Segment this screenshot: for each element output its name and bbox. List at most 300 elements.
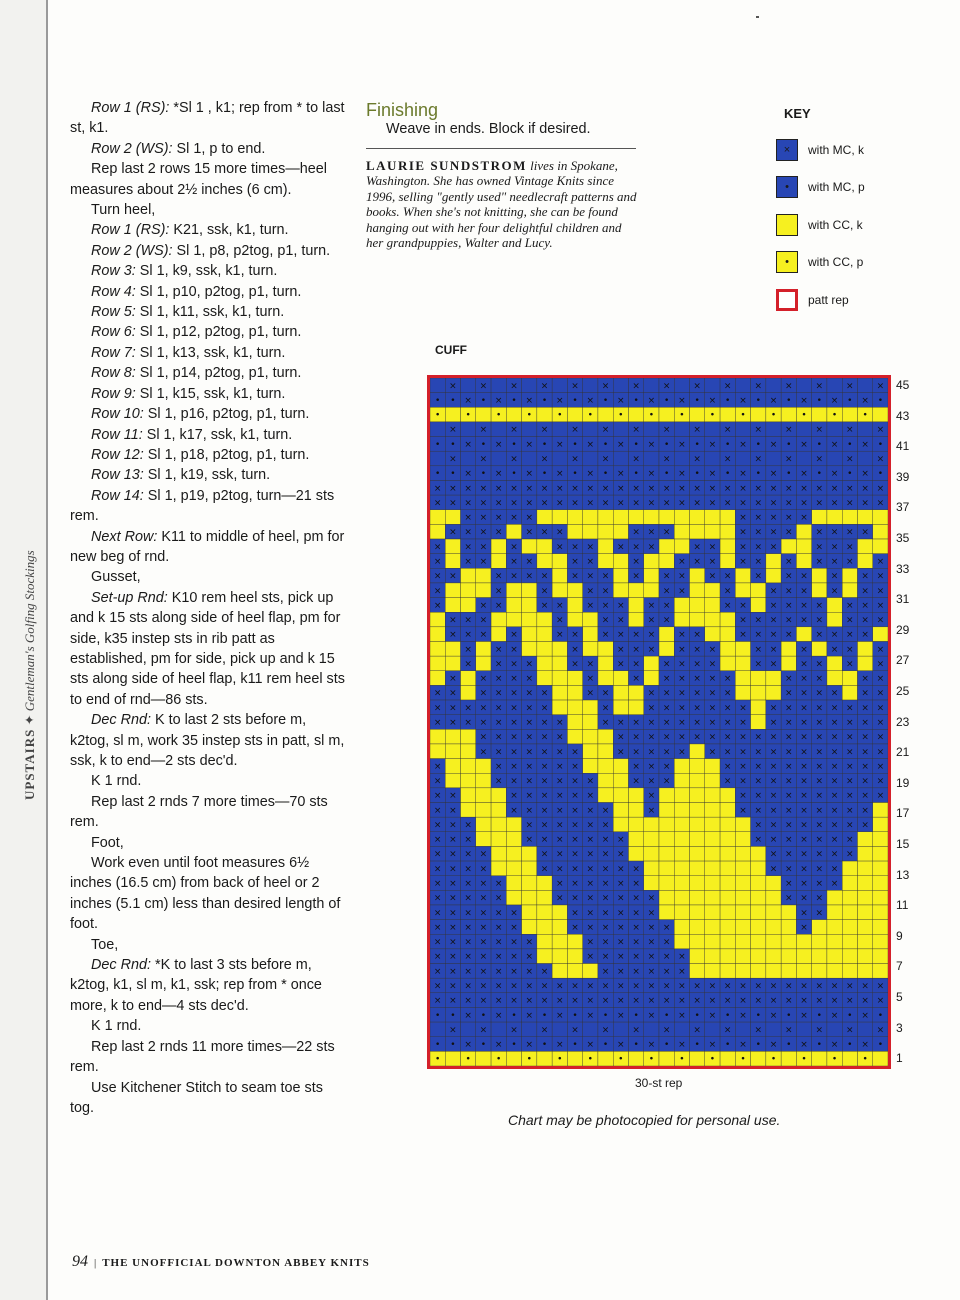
chart-symbol: × xyxy=(754,659,763,670)
chart-symbol: • xyxy=(480,1010,487,1021)
chart-cell xyxy=(583,451,598,466)
chart-cell xyxy=(628,846,643,861)
chart-symbol: × xyxy=(662,600,671,611)
chart-cell xyxy=(720,832,735,847)
chart-symbol: × xyxy=(479,1025,488,1036)
chart-symbol: × xyxy=(784,381,793,392)
chart-symbol: × xyxy=(555,498,564,509)
chart-symbol: × xyxy=(617,498,625,509)
chart-symbol: × xyxy=(555,805,564,816)
chart-symbol: × xyxy=(433,498,442,509)
chart-cell xyxy=(506,861,521,876)
chart-symbol: × xyxy=(739,439,747,450)
chart-symbol: × xyxy=(540,849,549,860)
instruction-line xyxy=(70,363,348,383)
chart-symbol: × xyxy=(433,571,442,582)
chart-cell xyxy=(751,949,766,964)
chart-symbol: × xyxy=(830,527,839,538)
chart-cell xyxy=(598,1051,613,1066)
chart-symbol: × xyxy=(632,952,640,963)
chart-symbol: × xyxy=(586,981,595,992)
chart-cell xyxy=(735,920,750,935)
chart-symbol: × xyxy=(555,849,564,860)
chart-symbol: × xyxy=(815,703,824,714)
chart-cell xyxy=(506,876,521,891)
chart-symbol: × xyxy=(449,849,457,860)
chart-symbol: × xyxy=(617,747,625,758)
chart-symbol: × xyxy=(632,879,640,890)
chart-cell xyxy=(842,510,857,525)
chart-symbol: × xyxy=(784,981,793,992)
chart-symbol: • xyxy=(663,395,670,406)
chart-cell xyxy=(522,920,537,935)
chart-symbol: × xyxy=(464,1010,472,1021)
chart-cell xyxy=(491,554,506,569)
instruction-text: K10 rem heel sts, pick up and k 15 sts along side of heel flap, pm for side, k35 instep sts in rib patt as established, pm for side, pick up and k 15 sts along side of heel flap, k11 rem heel sts to end of rnd—86 sts. xyxy=(70,589,345,708)
chart-cell xyxy=(690,612,705,627)
row-number: 29 xyxy=(896,622,910,637)
chart-symbol: × xyxy=(830,644,839,655)
chart-cell xyxy=(613,422,628,437)
chart-cell xyxy=(674,905,689,920)
chart-symbol: × xyxy=(769,732,778,743)
chart-symbol: × xyxy=(784,688,793,699)
chart-cell xyxy=(522,598,537,613)
chart-symbol: × xyxy=(830,791,839,802)
chart-cell xyxy=(659,554,674,569)
chart-cell xyxy=(552,641,567,656)
chart-symbol: × xyxy=(479,483,488,494)
chart-cell xyxy=(751,846,766,861)
chart-symbol: × xyxy=(861,469,869,480)
chart-symbol: × xyxy=(433,718,442,728)
chart-symbol: × xyxy=(540,600,549,611)
chart-symbol: × xyxy=(525,732,534,743)
chart-symbol: • xyxy=(755,439,761,450)
chart-symbol: × xyxy=(815,908,824,919)
chart-symbol: × xyxy=(632,761,640,772)
chart-symbol: × xyxy=(525,498,534,509)
chart-cell xyxy=(461,759,476,774)
chart-symbol: × xyxy=(662,688,671,699)
chart-cell xyxy=(674,861,689,876)
chart-cell xyxy=(644,671,659,686)
chart-cell xyxy=(705,964,720,979)
chart-cell xyxy=(690,773,705,788)
row-number: 1 xyxy=(896,1051,903,1066)
chart-cell xyxy=(628,685,643,700)
instruction-line xyxy=(70,833,348,853)
chart-cell xyxy=(445,554,460,569)
chart-symbol: × xyxy=(571,922,579,933)
chart-symbol: × xyxy=(784,849,793,860)
chart-cell xyxy=(613,378,628,393)
chart-symbol: × xyxy=(800,776,808,787)
chart-symbol: × xyxy=(846,747,854,758)
chart-symbol: × xyxy=(815,659,824,670)
instruction-line xyxy=(70,1037,348,1078)
chart-symbol: × xyxy=(784,483,793,494)
chart-cell xyxy=(445,641,460,656)
chart-symbol: × xyxy=(800,571,808,582)
chart-symbol: × xyxy=(815,864,824,875)
chart-cell xyxy=(873,861,888,876)
chart-cell xyxy=(827,934,842,949)
chart-cell xyxy=(674,876,689,891)
chart-symbol: × xyxy=(647,996,656,1007)
chart-symbol: × xyxy=(555,732,564,743)
chart-symbol: × xyxy=(876,718,885,728)
row-number: 7 xyxy=(896,959,903,974)
chart-symbol: • xyxy=(877,1010,884,1021)
chart-symbol: × xyxy=(449,688,457,699)
chart-symbol: × xyxy=(464,718,472,728)
chart-symbol: × xyxy=(678,469,686,480)
chart-cell xyxy=(552,583,567,598)
chart-symbol: × xyxy=(586,952,595,963)
instruction-line xyxy=(70,302,348,322)
chart-cell xyxy=(690,598,705,613)
chart-symbol: × xyxy=(846,761,854,772)
chart-symbol: × xyxy=(601,820,610,831)
chart-cell xyxy=(613,788,628,803)
chart-symbol: × xyxy=(678,644,686,655)
chart-symbol: • xyxy=(618,410,624,421)
chart-cell xyxy=(461,378,476,393)
chart-symbol: • xyxy=(847,439,853,450)
chart-symbol: × xyxy=(861,498,869,509)
chart-symbol: • xyxy=(770,410,777,421)
chart-symbol: × xyxy=(479,879,488,890)
chart-symbol: × xyxy=(662,483,671,494)
chart-symbol: × xyxy=(510,937,518,948)
chart-cell xyxy=(430,612,445,627)
chart-symbol: × xyxy=(647,937,656,948)
chart-cell xyxy=(751,598,766,613)
chart-cell xyxy=(628,1051,643,1066)
chart-symbol: × xyxy=(601,483,610,494)
chart-symbol: × xyxy=(647,732,656,743)
chart-symbol: × xyxy=(510,498,518,509)
photocopy-note: Chart may be photocopied for personal use. xyxy=(508,1112,781,1128)
chart-symbol: • xyxy=(725,1010,731,1021)
chart-symbol: • xyxy=(694,439,700,450)
chart-symbol: × xyxy=(830,483,839,494)
chart-symbol: × xyxy=(739,776,747,787)
instruction-label: Row 13: xyxy=(91,467,144,484)
chart-symbol: × xyxy=(433,996,442,1007)
instruction-text: Work even until foot measures 6½ inches (16.5 cm) from back of heel or 2 inches (5.1 cm) less than desired length of foot. xyxy=(70,855,341,933)
chart-cell xyxy=(690,846,705,861)
row-number: 13 xyxy=(896,867,910,882)
chart-symbol: × xyxy=(647,805,656,816)
chart-symbol: • xyxy=(786,1040,792,1051)
chart-symbol: × xyxy=(464,835,472,846)
row-number: 19 xyxy=(896,775,910,790)
chart-symbol: × xyxy=(571,644,579,655)
chart-symbol: × xyxy=(464,879,472,890)
chart-symbol: × xyxy=(555,761,564,772)
chart-symbol: × xyxy=(784,513,793,524)
chart-cell xyxy=(461,744,476,759)
chart-symbol: • xyxy=(679,1054,685,1065)
chart-cell xyxy=(537,656,552,671)
instruction-line xyxy=(70,465,348,485)
chart-cell xyxy=(552,905,567,920)
chart-cell xyxy=(506,407,521,422)
chart-symbol: × xyxy=(662,747,671,758)
chart-symbol: • xyxy=(541,395,548,406)
chart-symbol: × xyxy=(678,732,686,743)
chart-symbol: × xyxy=(647,439,656,450)
chart-cell xyxy=(873,934,888,949)
chart-cell xyxy=(705,422,720,437)
chart-symbol: × xyxy=(601,498,610,509)
chart-symbol: × xyxy=(754,513,763,524)
chart-cell xyxy=(491,422,506,437)
chart-symbol: × xyxy=(769,981,778,992)
chart-symbol: • xyxy=(572,1040,578,1051)
chart-cell xyxy=(628,803,643,818)
chart-symbol: × xyxy=(800,908,808,919)
chart-cell xyxy=(430,729,445,744)
row-number: 3 xyxy=(896,1020,903,1035)
chart-cell xyxy=(522,583,537,598)
chart-cell xyxy=(812,949,827,964)
footer-separator: | xyxy=(94,1257,97,1269)
chart-symbol: × xyxy=(708,732,717,743)
chart-symbol: × xyxy=(754,571,763,582)
chart-cell xyxy=(674,539,689,554)
chart-symbol: × xyxy=(769,776,778,787)
chart-symbol: × xyxy=(830,586,839,597)
chart-symbol: × xyxy=(830,542,839,553)
chart-symbol: • xyxy=(786,395,792,406)
page-footer xyxy=(72,1253,370,1271)
chart-symbol: × xyxy=(678,1010,686,1021)
chart-symbol: × xyxy=(678,981,686,992)
chart-symbol: × xyxy=(769,586,778,597)
chart-symbol: × xyxy=(723,761,732,772)
chart-symbol: × xyxy=(494,644,503,655)
chart-cell xyxy=(751,685,766,700)
chart-cell xyxy=(842,861,857,876)
chart-symbol: × xyxy=(617,615,625,626)
chart-symbol: × xyxy=(769,600,778,611)
chart-cell xyxy=(659,539,674,554)
chart-symbol: × xyxy=(479,996,488,1007)
chart-symbol: × xyxy=(586,776,595,787)
chart-symbol: × xyxy=(601,922,610,933)
chart-symbol: × xyxy=(846,835,854,846)
chart-cell xyxy=(537,671,552,686)
chart-symbol: × xyxy=(861,571,869,582)
chart-symbol: × xyxy=(571,776,579,787)
chart-symbol: × xyxy=(525,674,534,685)
chart-cell xyxy=(613,451,628,466)
chart-cell xyxy=(522,905,537,920)
chart-cell xyxy=(476,759,491,774)
chart-cell xyxy=(628,817,643,832)
chart-symbol: × xyxy=(494,674,503,685)
row-number: 27 xyxy=(896,653,910,668)
chart-symbol: × xyxy=(601,1025,610,1036)
chart-cell xyxy=(720,612,735,627)
chart-symbol: • xyxy=(480,439,487,450)
chart-symbol: × xyxy=(693,454,701,465)
chart-symbol: × xyxy=(449,703,457,714)
chart-symbol: × xyxy=(723,454,732,465)
chart-cell xyxy=(873,803,888,818)
instruction-text: K 1 rnd. xyxy=(91,1018,142,1035)
chart-symbol: × xyxy=(876,425,885,436)
chart-symbol: × xyxy=(449,805,457,816)
chart-symbol: × xyxy=(876,615,885,626)
chart-symbol: × xyxy=(449,615,457,626)
chart-symbol: • xyxy=(434,395,441,406)
chart-cell xyxy=(857,832,872,847)
chart-symbol: • xyxy=(587,410,593,421)
chart-symbol: × xyxy=(647,498,656,509)
chart-cell xyxy=(674,803,689,818)
chart-symbol: × xyxy=(784,879,793,890)
chart-cell xyxy=(735,876,750,891)
chart-symbol: × xyxy=(861,586,869,597)
chart-symbol: × xyxy=(449,820,457,831)
instruction-line xyxy=(70,425,348,445)
chart-symbol: × xyxy=(846,659,854,670)
chart-symbol: × xyxy=(525,981,534,992)
chart-symbol: × xyxy=(464,1040,472,1051)
chart-cell xyxy=(857,451,872,466)
chart-symbol: × xyxy=(555,630,564,641)
chart-symbol: • xyxy=(618,1054,624,1065)
instruction-label: Row 6: xyxy=(91,324,136,341)
chart-symbol: • xyxy=(694,469,700,480)
chart-symbol: × xyxy=(494,732,503,743)
chart-cell xyxy=(613,510,628,525)
chart-symbol: × xyxy=(800,513,808,524)
chart-symbol: × xyxy=(494,395,503,406)
key-label: with CC, k xyxy=(808,218,863,232)
chart-cell xyxy=(445,773,460,788)
chart-symbol: × xyxy=(800,1010,808,1021)
chart-symbol: × xyxy=(876,981,885,992)
chart-cell xyxy=(583,422,598,437)
chart-cell xyxy=(430,627,445,642)
chart-cell xyxy=(491,378,506,393)
chart-symbol: × xyxy=(586,674,595,685)
chart-cell xyxy=(659,817,674,832)
chart-symbol: × xyxy=(540,761,549,772)
chart-cell xyxy=(720,407,735,422)
chart-symbol: × xyxy=(510,952,518,963)
chart-symbol: × xyxy=(555,981,564,992)
chart-symbol: • xyxy=(450,439,456,450)
chart-symbol: × xyxy=(540,966,549,977)
chart-cell xyxy=(445,656,460,671)
chart-symbol: × xyxy=(678,966,686,977)
instruction-label: Row 1 (RS): xyxy=(91,222,170,239)
chart-symbol: × xyxy=(800,395,808,406)
chart-cell xyxy=(720,964,735,979)
chart-cell xyxy=(491,539,506,554)
chart-cell xyxy=(522,876,537,891)
chart-symbol: • xyxy=(496,1054,502,1065)
chart-cell xyxy=(567,685,582,700)
instruction-line xyxy=(70,710,348,771)
chart-cell xyxy=(430,422,445,437)
chart-cell xyxy=(537,554,552,569)
chart-cell xyxy=(598,729,613,744)
chart-symbol: × xyxy=(601,571,610,582)
chart-cell xyxy=(613,685,628,700)
chart-symbol: × xyxy=(601,688,610,699)
chart-symbol: × xyxy=(555,395,564,406)
chart-symbol: × xyxy=(784,454,793,465)
chart-symbol: × xyxy=(769,439,778,450)
chart-symbol: × xyxy=(815,483,824,494)
chart-cell xyxy=(659,407,674,422)
chart-cell xyxy=(720,1051,735,1066)
chart-symbol: • xyxy=(694,395,700,406)
chart-symbol: × xyxy=(525,659,534,670)
chart-symbol: × xyxy=(433,835,442,846)
key-title: KEY xyxy=(784,106,811,121)
chart-symbol: × xyxy=(449,908,457,919)
chart-cell xyxy=(735,568,750,583)
chart-symbol: × xyxy=(617,835,625,846)
chart-symbol: • xyxy=(847,469,853,480)
chart-symbol: × xyxy=(876,644,885,655)
chart-symbol: • xyxy=(786,469,792,480)
chart-symbol: × xyxy=(769,469,778,480)
chart-cell xyxy=(613,554,628,569)
chart-symbol: × xyxy=(617,952,625,963)
chart-symbol: × xyxy=(464,542,472,553)
row-number: 9 xyxy=(896,928,903,943)
chart-symbol: × xyxy=(846,732,854,743)
chart-symbol: × xyxy=(708,483,717,494)
chart-cell xyxy=(705,583,720,598)
chart-cell xyxy=(628,832,643,847)
chart-symbol: × xyxy=(800,820,808,831)
chart-symbol: × xyxy=(479,498,488,509)
chart-symbol: • xyxy=(541,439,548,450)
chart-cell xyxy=(842,568,857,583)
chart-symbol: × xyxy=(723,381,732,392)
chart-symbol: × xyxy=(739,469,747,480)
chart-cell xyxy=(705,524,720,539)
chart-symbol: × xyxy=(784,630,793,641)
chart-symbol: × xyxy=(433,864,442,875)
chart-cell xyxy=(506,832,521,847)
chart-symbol: × xyxy=(647,600,656,611)
chart-symbol: × xyxy=(510,996,518,1007)
chart-symbol: × xyxy=(433,908,442,919)
chart-cell xyxy=(461,729,476,744)
chart-symbol: × xyxy=(494,483,503,494)
chart-symbol: × xyxy=(861,805,869,816)
chart-symbol: × xyxy=(479,556,488,567)
chart-symbol: × xyxy=(815,630,824,641)
chart-cell xyxy=(842,407,857,422)
chart-cell xyxy=(857,876,872,891)
chart-cell xyxy=(476,656,491,671)
chart-cell xyxy=(613,803,628,818)
chart-symbol: × xyxy=(876,996,885,1007)
chart-cell xyxy=(873,876,888,891)
